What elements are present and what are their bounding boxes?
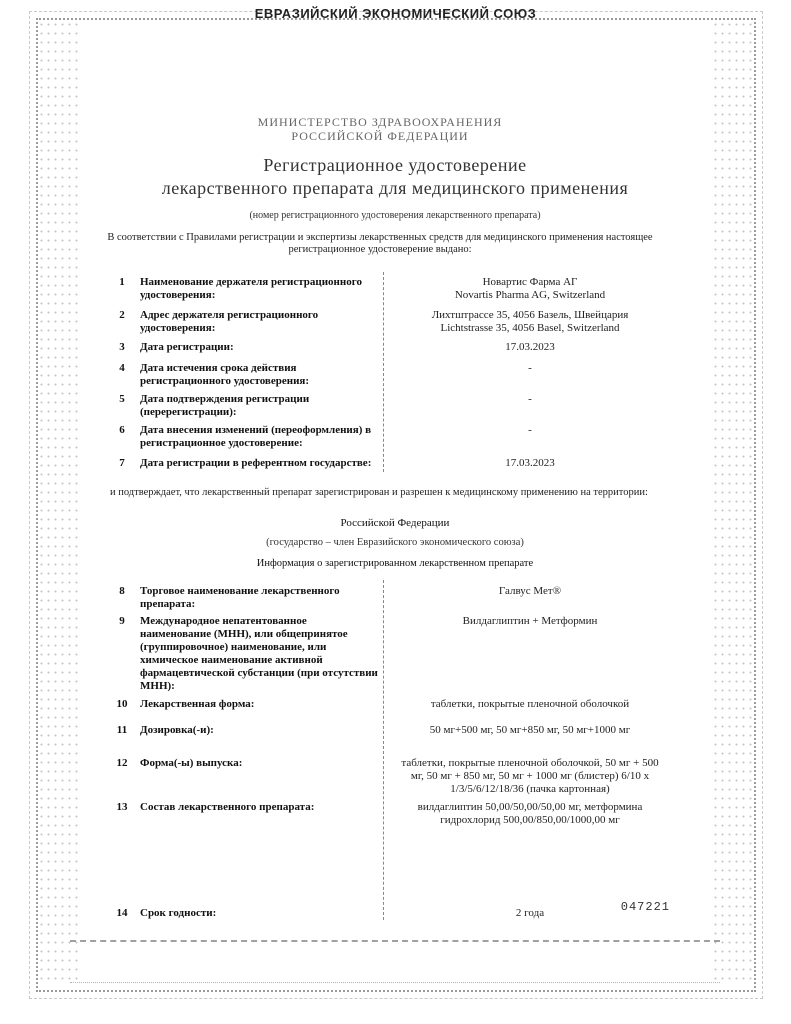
field-label: Дата регистрации: (140, 341, 234, 353)
field-value: - (528, 424, 532, 436)
field-label: Срок годности: (140, 907, 217, 919)
field-number: 13 (116, 801, 128, 813)
union-title: ЕВРАЗИЙСКИЙ ЭКОНОМИЧЕСКИЙ СОЮЗ (254, 6, 537, 21)
field-number: 8 (119, 585, 125, 597)
field-label: Состав лекарственного препарата: (140, 801, 315, 813)
column-divider-part1 (383, 272, 384, 472)
field-value: Галвус Мет® (498, 585, 562, 597)
intro-paragraph: В соответствии с Правилами регистрации и экспертизы лекарственных средств для медицинского применения настоящее регистрационное удостоверение выдано: (107, 232, 653, 255)
field-number: 14 (116, 907, 128, 919)
field-label: Адрес держателя регистрационного удостоверения: (140, 309, 319, 334)
field-value: Вилдаглиптин + Метформин (462, 615, 598, 627)
field-label: Форма(-ы) выпуска: (140, 757, 243, 769)
field-value: - (528, 362, 532, 374)
state-caption: (государство – член Евразийского экономического союза) (266, 537, 524, 548)
field-label: Наименование держателя регистрационного удостоверения: (140, 276, 362, 301)
field-value: таблетки, покрытые пленочной оболочкой, 50 мг + 500 мг, 50 мг + 850 мг, 50 мг + 1000 мг (блистер) 6/10 x 1/3/5/6/12/18/36 (пачка картонная) (401, 757, 659, 795)
field-value: Новартис Фарма АГ Novartis Pharma AG, Switzerland (454, 276, 606, 301)
field-value: 17.03.2023 (505, 457, 555, 469)
continuation-paragraph: и подтверждает, что лекарственный препарат зарегистрирован и разрешен к медицинскому применению на территории: (110, 487, 648, 498)
country-name: Российской Федерации (340, 517, 450, 529)
field-label: Дата истечения срока действия регистрационного удостоверения: (140, 362, 310, 387)
document-title-line-1: Регистрационное удостоверение (263, 155, 527, 175)
field-value: 17.03.2023 (505, 341, 555, 353)
column-divider-part2 (383, 580, 384, 920)
field-value: 50 мг+500 мг, 50 мг+850 мг, 50 мг+1000 мг (429, 724, 631, 736)
field-number: 12 (116, 757, 128, 769)
field-value: вилдаглиптин 50,00/50,00/50,00 мг, метформина гидрохлорид 500,00/850,00/1000,00 мг (417, 801, 643, 826)
field-label: Торговое наименование лекарственного препарата: (140, 585, 340, 610)
ministry-line-1: МИНИСТЕРСТВО ЗДРАВООХРАНЕНИЯ (257, 115, 503, 129)
field-label: Дата подтверждения регистрации (перерегистрации): (140, 393, 310, 418)
field-label: Дата регистрации в референтном государстве: (140, 457, 372, 469)
field-number: 9 (119, 615, 125, 627)
field-value: Лихтштрассе 35, 4056 Базель, Швейцария Lichtstrasse 35, 4056 Basel, Switzerland (431, 309, 629, 334)
field-label: Дозировка(-и): (140, 724, 214, 736)
registration-number-caption: (номер регистрационного удостоверения лекарственного препарата) (249, 210, 541, 221)
field-number: 10 (116, 698, 128, 710)
field-value: 2 года (515, 907, 545, 919)
field-label: Дата внесения изменений (переоформления) в регистрационное удостоверение: (140, 424, 372, 449)
document-serial-stamp: 047221 (620, 900, 670, 914)
field-label: Международное непатентованное наименование (МНН), или общепринятое (группировочное) наименование, или химическое наименование активной фармацевтической субстанции (при отсутствии МНН): (140, 615, 378, 692)
field-value: таблетки, покрытые пленочной оболочкой (430, 698, 630, 710)
field-value: - (528, 393, 532, 405)
field-number: 7 (119, 457, 125, 469)
field-number: 1 (119, 276, 125, 288)
field-number: 5 (119, 393, 125, 405)
field-number: 6 (119, 424, 125, 436)
document-title-line-2: лекарственного препарата для медицинского применения (161, 178, 629, 198)
ornamental-border-bottom (70, 940, 720, 983)
field-number: 11 (116, 724, 128, 736)
field-number: 4 (119, 362, 125, 374)
ministry-line-2: РОССИЙСКОЙ ФЕДЕРАЦИИ (291, 129, 469, 143)
field-number: 2 (119, 309, 125, 321)
field-label: Лекарственная форма: (140, 698, 255, 710)
scan-noise-left (38, 20, 78, 986)
scan-noise-right (712, 20, 752, 986)
information-heading: Информация о зарегистрированном лекарственном препарате (256, 558, 534, 569)
field-number: 3 (119, 341, 125, 353)
